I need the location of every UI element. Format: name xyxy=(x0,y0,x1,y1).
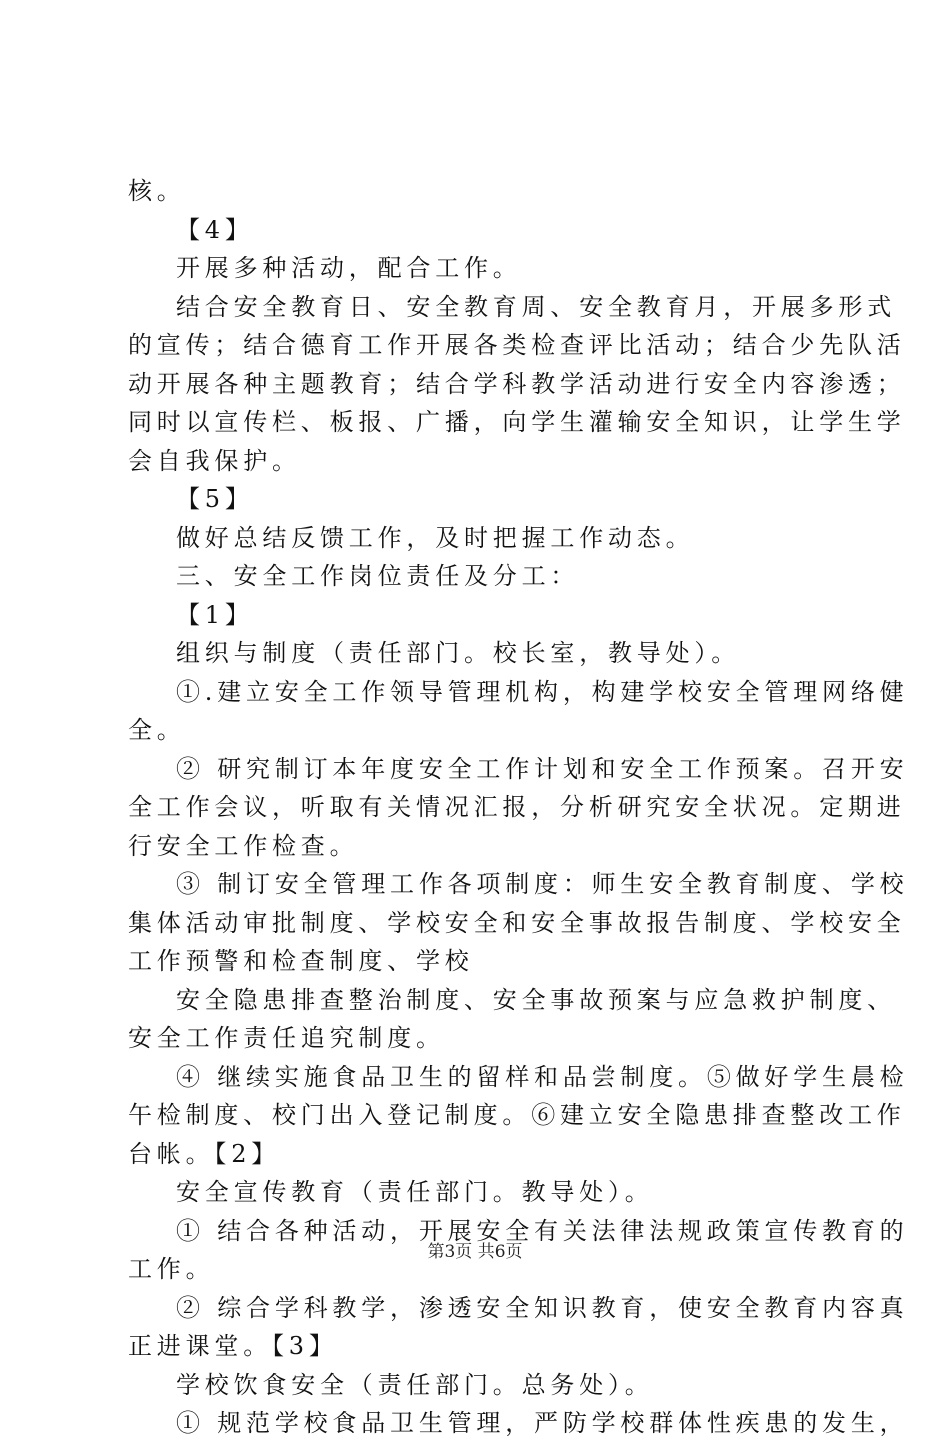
text-line: 同时以宣传栏、板报、广播，向学生灌输安全知识，让学生学 xyxy=(128,408,906,436)
text-line: ② 综合学科教学，渗透安全知识教育，使安全教育内容真 xyxy=(176,1293,909,1322)
text-line: 三、安全工作岗位责任及分工： xyxy=(176,562,580,590)
text-line: 学校饮食安全（责任部门。总务处）。 xyxy=(176,1370,654,1399)
text-line: 台帐。【2】 xyxy=(128,1139,281,1168)
text-line: 安全工作责任追究制度。 xyxy=(128,1024,445,1052)
text-line: ①.建立安全工作领导管理机构，构建学校安全管理网络健 xyxy=(176,677,909,706)
text-line: 结合安全教育日、安全教育周、安全教育月，开展多形式 xyxy=(176,292,896,321)
text-line: 【5】 xyxy=(176,485,254,513)
text-line: ① 规范学校食品卫生管理，严防学校群体性疾患的发生， xyxy=(176,1409,909,1437)
text-line: 工作。 xyxy=(128,1255,215,1283)
text-line: 集体活动审批制度、学校安全和安全事故报告制度、学校安全 xyxy=(128,908,906,937)
text-line: 安全宣传教育（责任部门。教导处）。 xyxy=(176,1178,654,1206)
text-line: 会自我保护。 xyxy=(128,446,301,475)
text-line: ③ 制订安全管理工作各项制度：师生安全教育制度、学校 xyxy=(176,870,909,898)
text-line: 安全隐患排查整治制度、安全事故预案与应急救护制度、 xyxy=(176,985,896,1014)
text-line: 组织与制度（责任部门。校长室，教导处）。 xyxy=(176,639,740,667)
text-line: 动开展各种主题教育；结合学科教学活动进行安全内容渗透； xyxy=(128,369,906,398)
text-line: 的宣传；结合德育工作开展各类检查评比活动；结合少先队活 xyxy=(128,331,906,359)
text-line: 【1】 xyxy=(176,600,254,629)
text-line: ④ 继续实施食品卫生的留样和品尝制度。⑤做好学生晨检 xyxy=(176,1062,909,1091)
text-line: 正进课堂。【3】 xyxy=(128,1332,338,1360)
text-line: ② 研究制订本年度安全工作计划和安全工作预案。召开安 xyxy=(176,754,909,783)
text-line: 做好总结反馈工作，及时把握工作动态。 xyxy=(176,523,695,552)
text-line: 全。 xyxy=(128,716,186,744)
text-line: 行安全工作检查。 xyxy=(128,831,359,860)
text-line: ① 结合各种活动，开展安全有关法律法规政策宣传教育的 xyxy=(176,1216,909,1245)
text-line: 【4】 xyxy=(176,215,254,244)
text-line: 工作预警和检查制度、学校 xyxy=(128,947,474,975)
text-line: 核。 xyxy=(128,177,186,205)
text-line: 开展多种活动，配合工作。 xyxy=(176,254,522,282)
page-footer: 第3页 共6页 xyxy=(427,1242,523,1262)
text-line: 全工作会议，听取有关情况汇报，分析研究安全状况。定期进 xyxy=(128,793,906,821)
text-line: 午检制度、校门出入登记制度。⑥建立安全隐患排查整改工作 xyxy=(128,1101,906,1129)
